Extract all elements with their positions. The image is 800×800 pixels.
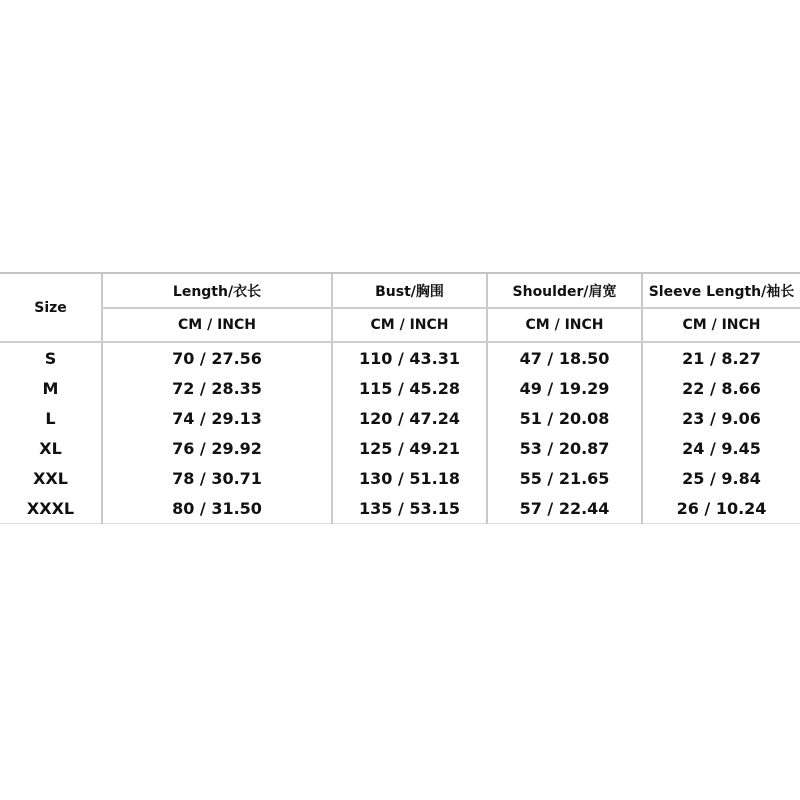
shoulder-column-header: Shoulder/肩宽	[487, 273, 642, 308]
length-cell: 74 / 29.13	[102, 403, 332, 433]
shoulder-cell: 53 / 20.87	[487, 433, 642, 463]
bust-cell: 125 / 49.21	[332, 433, 487, 463]
shoulder-cell: 49 / 19.29	[487, 373, 642, 403]
length-cell: 80 / 31.50	[102, 493, 332, 524]
table-row	[0, 373, 800, 403]
table-row	[0, 433, 800, 463]
sleeve-length-cell: 24 / 9.45	[642, 433, 800, 463]
length-column-header: Length/衣长	[102, 273, 332, 308]
size-cell: L	[45, 408, 56, 428]
bust-cell: 130 / 51.18	[332, 463, 487, 493]
length-cell: 78 / 30.71	[102, 463, 332, 493]
table-row	[0, 463, 800, 493]
size-cell: XXL	[33, 468, 68, 488]
sleeve-length-cell: 23 / 9.06	[642, 403, 800, 433]
shoulder-cell: 55 / 21.65	[487, 463, 642, 493]
sleeve-length-cell: 25 / 9.84	[642, 463, 800, 493]
table-header-row	[0, 273, 800, 308]
shoulder-cell: 57 / 22.44	[487, 493, 642, 524]
table-row	[0, 342, 800, 373]
sleeve-length-column-header: Sleeve Length/袖长	[642, 273, 800, 308]
sleeve-length-cell: 22 / 8.66	[642, 373, 800, 403]
bust-unit-label: CM / INCH	[332, 308, 487, 342]
length-cell: 72 / 28.35	[102, 373, 332, 403]
bust-cell: 110 / 43.31	[332, 342, 487, 373]
length-unit-label: CM / INCH	[102, 308, 332, 342]
length-cell: 76 / 29.92	[102, 433, 332, 463]
size-chart	[0, 272, 800, 524]
size-cell: S	[44, 348, 57, 368]
table-row	[0, 493, 800, 524]
size-column-header: Size	[0, 273, 102, 342]
table-unit-row	[0, 308, 800, 342]
length-cell: 70 / 27.56	[102, 342, 332, 373]
bust-cell: 135 / 53.15	[332, 493, 487, 524]
shoulder-cell: 47 / 18.50	[487, 342, 642, 373]
sleeve-length-cell: 21 / 8.27	[642, 342, 800, 373]
size-cell: M	[42, 378, 59, 398]
bust-cell: 120 / 47.24	[332, 403, 487, 433]
sleeve-length-cell: 26 / 10.24	[642, 493, 800, 524]
table-row	[0, 403, 800, 433]
shoulder-cell: 51 / 20.08	[487, 403, 642, 433]
bust-column-header: Bust/胸围	[332, 273, 487, 308]
shoulder-unit-label: CM / INCH	[487, 308, 642, 342]
size-cell: XXXL	[0, 493, 102, 524]
size-table	[0, 272, 800, 524]
bust-cell: 115 / 45.28	[332, 373, 487, 403]
sleeve-length-unit-label: CM / INCH	[642, 308, 800, 342]
size-cell: XL	[39, 438, 62, 458]
